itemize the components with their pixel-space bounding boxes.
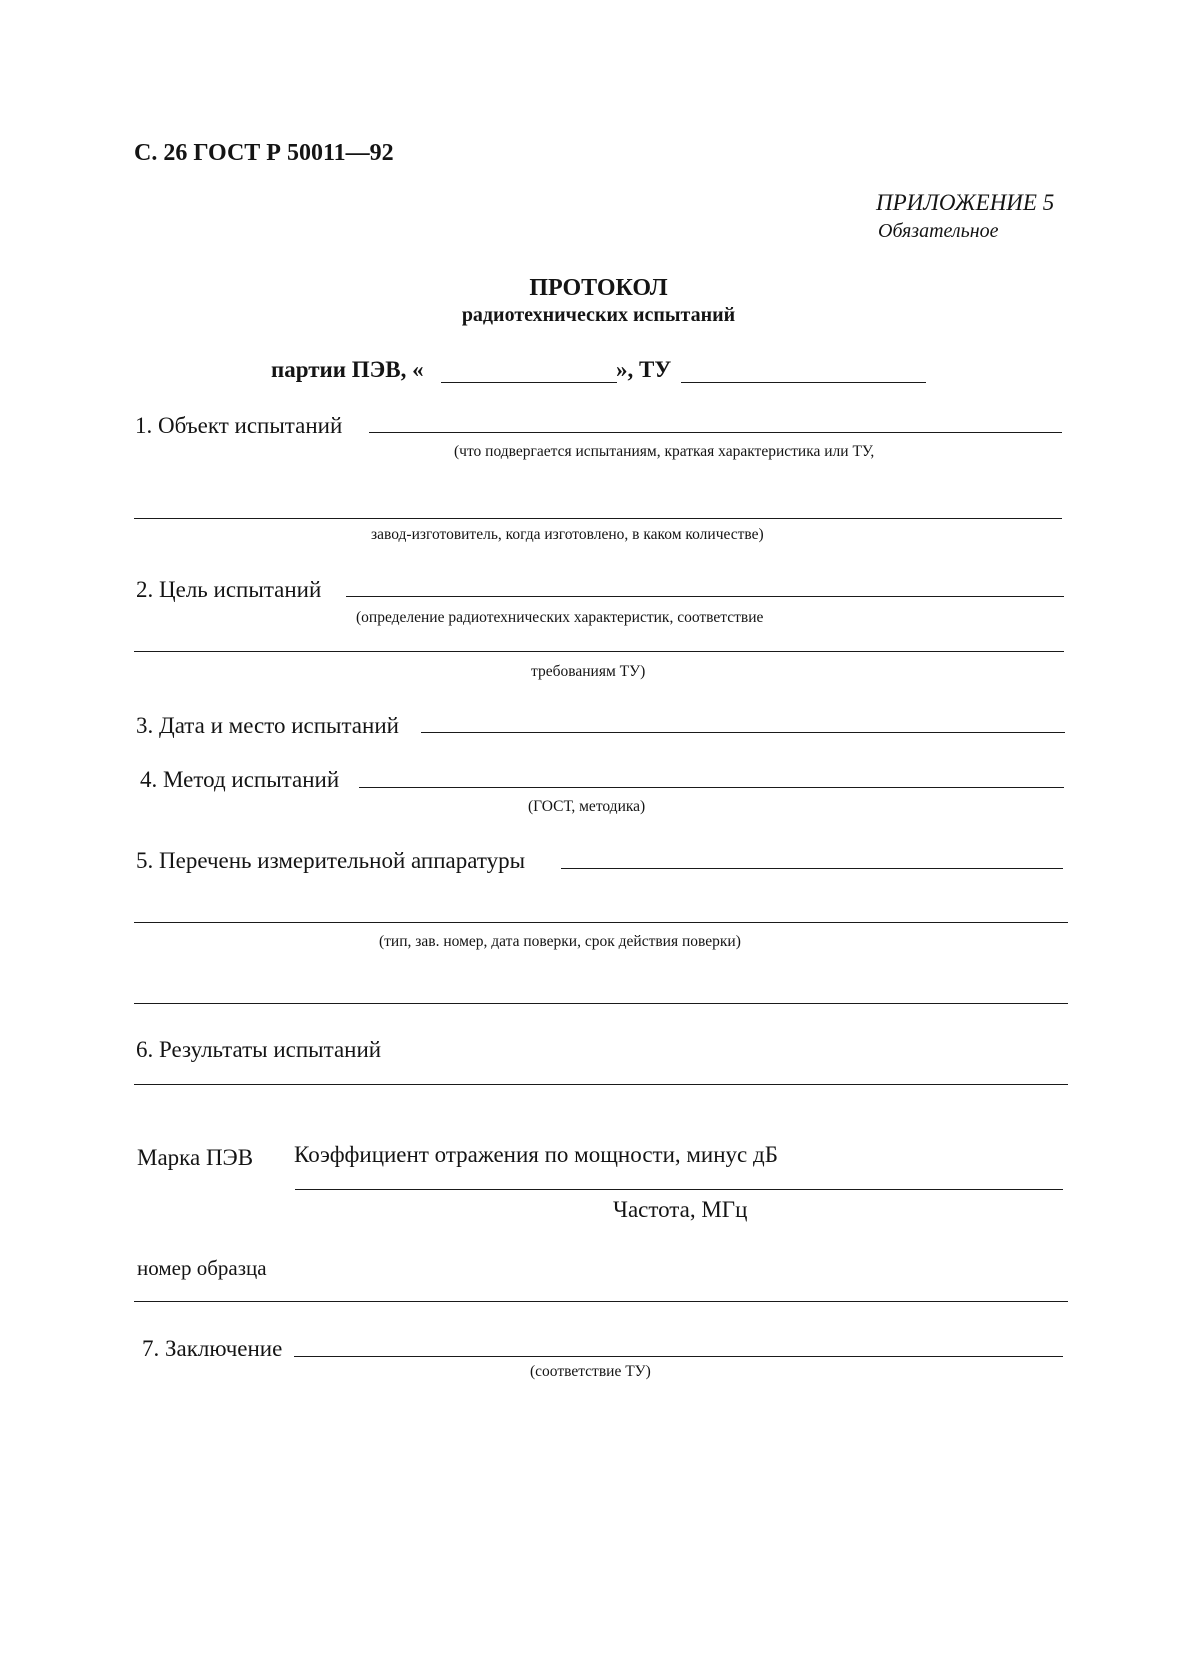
section-goal-hint-2: требованиям ТУ): [531, 663, 646, 680]
section-method-label: 4. Метод испытаний: [140, 767, 340, 792]
appendix-status: Обязательное: [878, 220, 999, 242]
page-header: С. 26 ГОСТ Р 50011—92: [134, 140, 394, 166]
section-object-hint-1: (что подвергается испытаниям, краткая характеристика или ТУ,: [454, 443, 875, 460]
protocol-title: ПРОТОКОЛ: [529, 275, 668, 301]
protocol-subtitle: радиотехнических испытаний: [461, 304, 736, 326]
section-method-hint: (ГОСТ, методика): [528, 798, 646, 815]
section-method-field[interactable]: [359, 787, 1064, 788]
section-object-field-2[interactable]: [134, 518, 1062, 519]
section-conclusion-label: 7. Заключение: [142, 1336, 283, 1361]
section-date-field[interactable]: [421, 732, 1065, 733]
batch-name-field[interactable]: [441, 382, 617, 383]
batch-tu-field[interactable]: [681, 382, 926, 383]
section-conclusion-hint: (соответствие ТУ): [530, 1363, 651, 1380]
section-equipment-hint: (тип, зав. номер, дата поверки, срок действия поверки): [379, 933, 741, 950]
section-results-label: 6. Результаты испытаний: [136, 1037, 382, 1062]
section-goal-field[interactable]: [346, 596, 1064, 597]
section-goal-field-2[interactable]: [134, 651, 1064, 652]
section-equipment-field[interactable]: [561, 868, 1063, 869]
section-equipment-field-2[interactable]: [134, 922, 1068, 923]
section-equipment-label: 5. Перечень измерительной аппаратуры: [136, 848, 526, 873]
section-object-hint-2: завод-изготовитель, когда изготовлено, в каком количестве): [371, 526, 764, 543]
section-goal-hint-1: (определение радиотехнических характеристик, соответствие: [356, 609, 764, 626]
results-frequency-label: Частота, МГц: [613, 1197, 748, 1222]
results-sample-label: номер образца: [137, 1256, 267, 1280]
results-sample-field[interactable]: [134, 1301, 1068, 1302]
batch-tu-label: », ТУ: [616, 357, 672, 382]
section-goal-label: 2. Цель испытаний: [136, 577, 322, 602]
section-object-label: 1. Объект испытаний: [135, 413, 343, 438]
results-brand-label: Марка ПЭВ: [137, 1145, 254, 1170]
section-conclusion-field[interactable]: [294, 1356, 1063, 1357]
results-reflection-label: Коэффициент отражения по мощности, минус дБ: [294, 1142, 778, 1167]
appendix-title: ПРИЛОЖЕНИЕ 5: [876, 190, 1055, 215]
results-reflection-divider: [295, 1189, 1063, 1190]
section-results-field[interactable]: [134, 1084, 1068, 1085]
section-date-label: 3. Дата и место испытаний: [136, 713, 399, 738]
section-equipment-field-3[interactable]: [134, 1003, 1068, 1004]
batch-prefix: партии ПЭВ, «: [271, 357, 424, 382]
section-object-field[interactable]: [369, 432, 1062, 433]
